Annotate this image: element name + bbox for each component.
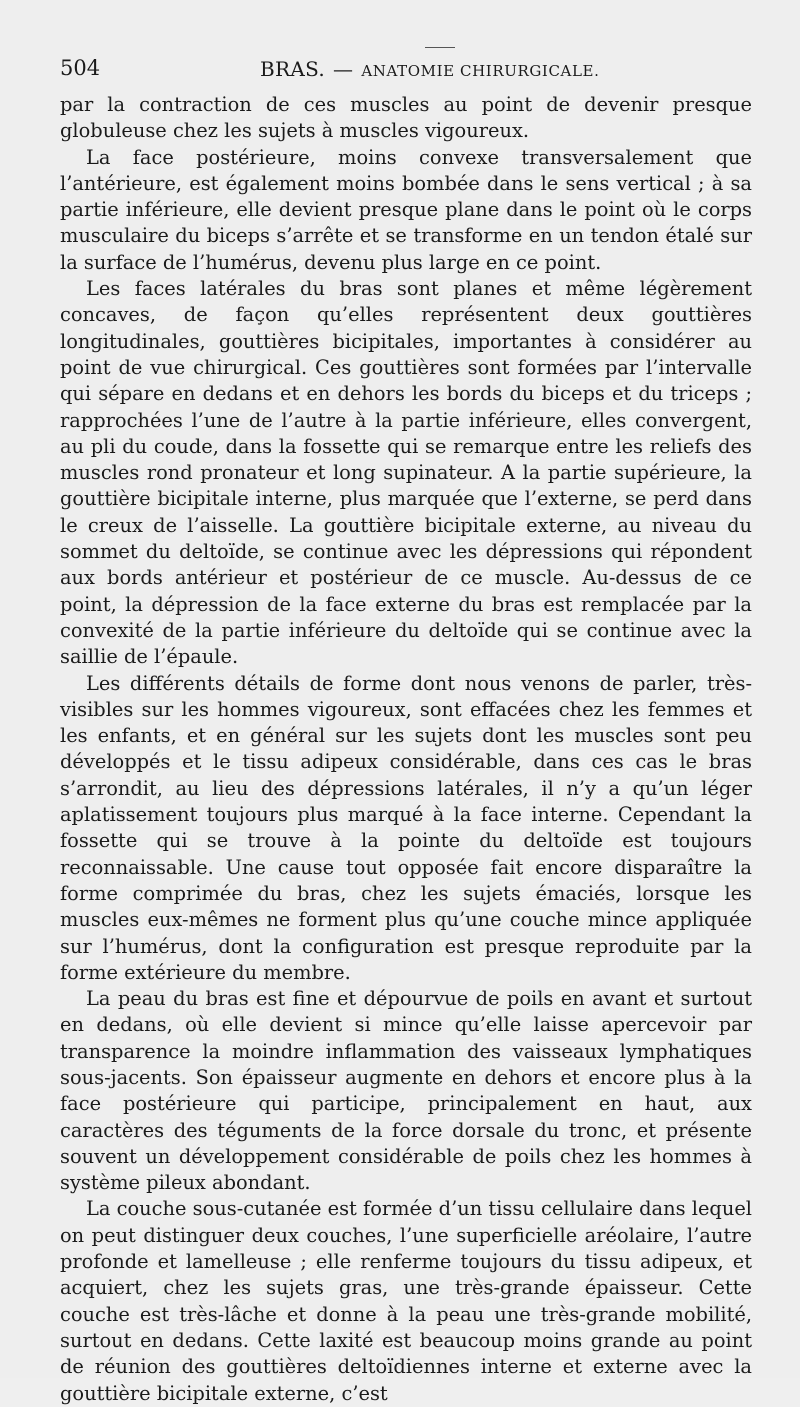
running-header: [60, 56, 750, 86]
body-text: [60, 92, 752, 1407]
top-rule: [425, 47, 455, 48]
paragraph-details-forme: Les différents détails de forme dont nous venons de parler, très-visibles sur les hommes vigoureux, sont effacées chez les femmes et les enfants, et en général sur les sujets dont les muscles sont peu développés et le tissu adipeux considérable, dans ces cas le bras s’arrondit, au lieu des dépressions latérales, il n’y a qu’un léger aplatissement toujours plus marqué à la face interne. Cependant la fossette qui se trouve à la pointe du deltoïde est toujours reconnaissable. Une cause tout opposée fait encore disparaître la forme comprimée du bras, chez les sujets émaciés, lorsque les muscles eux-mêmes ne forment plus qu’une couche mince appliquée sur l’humérus, dont la configuration est presque reproduite par la forme extérieure du membre.: [60, 671, 752, 984]
title-dash: —: [333, 57, 354, 81]
page-number: 504: [60, 56, 101, 80]
paragraph-faces-laterales: Les faces latérales du bras sont planes et même légèrement concaves, de façon qu’elles représentent deux gouttières longitudinales, gouttières bicipitales, importantes à considérer au point de vue chirurgical. Ces gouttières sont formées par l’intervalle qui sépare en dedans et en dehors les bords du biceps et du triceps ; rapprochées l’une de l’autre à la partie inférieure, elles convergent, au pli du coude, dans la fossette qui se remarque entre les reliefs des muscles rond pronateur et long supinateur. A la partie supérieure, la gouttière bicipitale interne, plus marquée que l’externe, se perd dans le creux de l’aisselle. La gouttière bicipitale externe, au niveau du sommet du deltoïde, se continue avec les dépressions qui répondent aux bords antérieur et postérieur de ce muscle. Au-dessus de ce point, la dépression de la face externe du bras est remplacée par la convexité de la partie inférieure du deltoïde qui se continue avec la saillie de l’épaule.: [60, 277, 752, 669]
section-title: BRAS.: [260, 57, 326, 81]
paragraph-peau: La peau du bras est fine et dépourvue de poils en avant et surtout en dedans, où elle devient si mince qu’elle laisse apercevoir par transparence la moindre inflammation des vaisseaux lymphatiques sous-jacents. Son épaisseur augmente en dehors et encore plus à la face postérieure qui participe, principalement en haut, aux caractères des téguments de la force dorsale du tronc, et présente souvent un développement considérable de poils chez les hommes à système pileux abondant.: [60, 987, 752, 1195]
paragraph-couche-sous-cutanee: La couche sous-cutanée est formée d’un tissu cellulaire dans lequel on peut distinguer deux couches, l’une superficielle aréolaire, l’autre profonde et lamelleuse ; elle renferme toujours du tissu adipeux, et acquiert, chez les sujets gras, une très-grande épaisseur. Cette couche est très-lâche et donne à la peau une très-grande mobilité, surtout en dedans. Cette laxité est beaucoup moins grande au point de réunion des gouttières deltoïdiennes interne et externe avec la gouttière bicipitale externe, c’est: [60, 1197, 752, 1405]
paragraph-continuation: par la contraction de ces muscles au point de devenir presque globuleuse chez les sujets à muscles vigoureux.: [60, 93, 752, 143]
running-title: [260, 57, 599, 81]
section-subtitle: ANATOMIE CHIRURGICALE.: [361, 62, 600, 80]
paragraph-face-posterieure: La face postérieure, moins convexe transversalement que l’antérieure, est également moins bombée dans le sens vertical ; à sa partie inférieure, elle devient presque plane dans le point où le corps musculaire du biceps s’arrête et se transforme en un tendon étalé sur la surface de l’humérus, devenu plus large en ce point.: [60, 145, 752, 274]
